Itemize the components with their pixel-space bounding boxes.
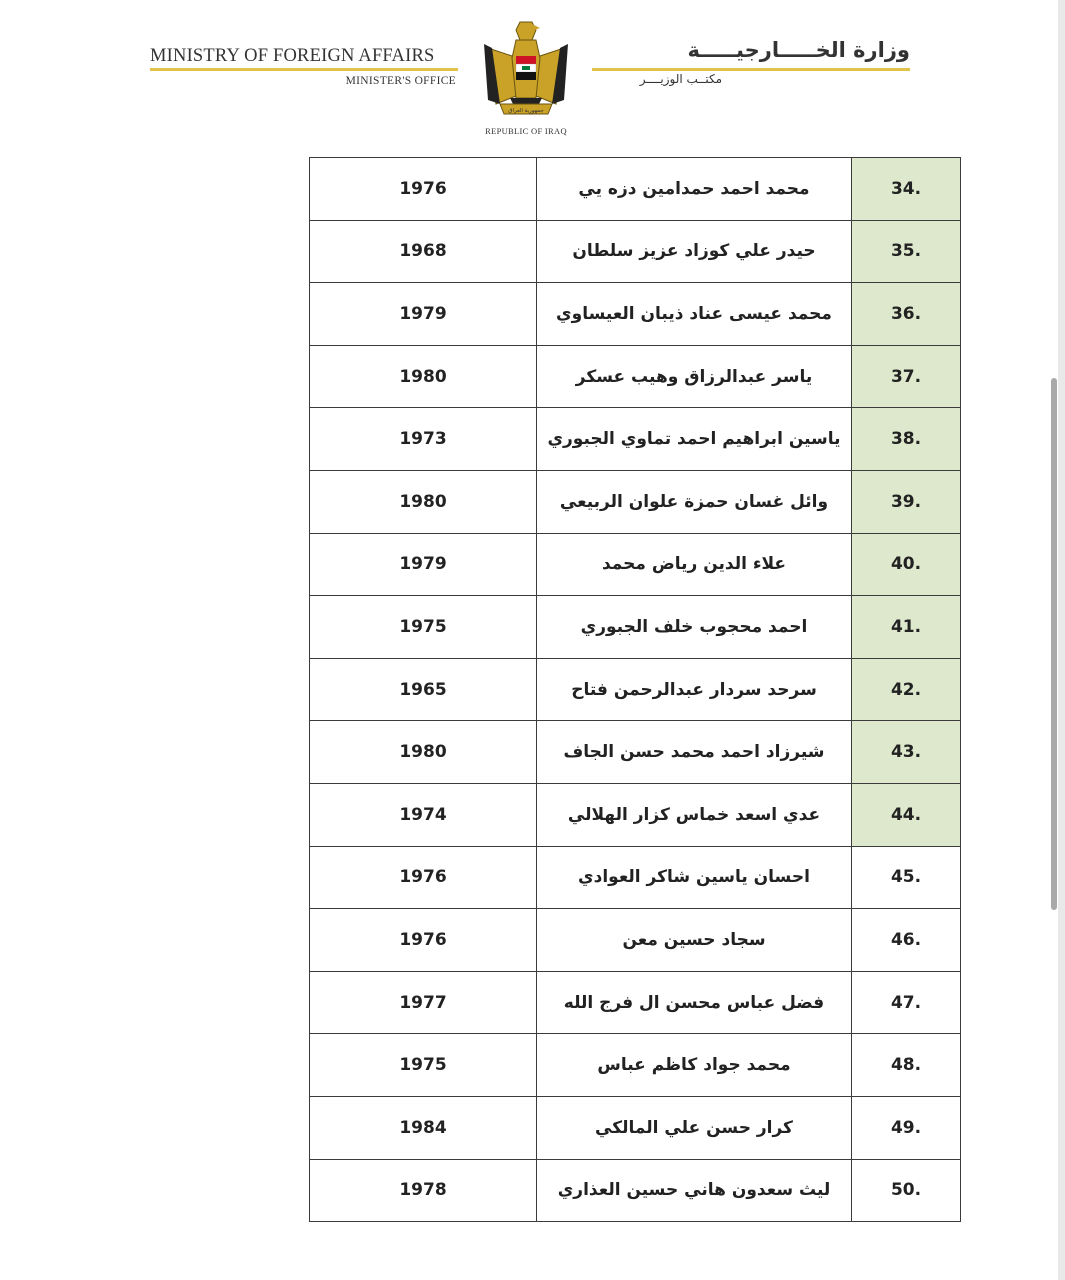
table-row	[310, 408, 961, 471]
row-number-cell: 36.	[852, 283, 961, 346]
row-number-cell: 38.	[852, 408, 961, 471]
birth-year-cell: 1975	[310, 596, 537, 659]
full-name-cell: احمد محجوب خلف الجبوري	[537, 596, 852, 659]
table-row	[310, 971, 961, 1034]
table-row	[310, 846, 961, 909]
birth-year-cell: 1974	[310, 783, 537, 846]
table-row	[310, 909, 961, 972]
full-name-cell: عدي اسعد خماس كزار الهلالي	[537, 783, 852, 846]
full-name-cell: محمد عيسى عناد ذيبان العيساوي	[537, 283, 852, 346]
table-row	[310, 283, 961, 346]
table-row	[310, 345, 961, 408]
scrollbar-track[interactable]	[1058, 0, 1065, 1280]
names-table	[309, 157, 961, 1222]
birth-year-cell: 1979	[310, 283, 537, 346]
table-row	[310, 658, 961, 721]
full-name-cell: وائل غسان حمزة علوان الربيعي	[537, 470, 852, 533]
full-name-cell: احسان ياسين شاكر العوادي	[537, 846, 852, 909]
table-row	[310, 1096, 961, 1159]
birth-year-cell: 1980	[310, 470, 537, 533]
full-name-cell: ياسين ابراهيم احمد تماوي الجبوري	[537, 408, 852, 471]
table-row	[310, 533, 961, 596]
row-number-cell: 43.	[852, 721, 961, 784]
full-name-cell: كرار حسن علي المالكي	[537, 1096, 852, 1159]
full-name-cell: فضل عباس محسن ال فرج الله	[537, 971, 852, 1034]
birth-year-cell: 1979	[310, 533, 537, 596]
full-name-cell: محمد احمد حمدامين دزه يي	[537, 158, 852, 221]
birth-year-cell: 1968	[310, 220, 537, 283]
table-row	[310, 783, 961, 846]
full-name-cell: سجاد حسين معن	[537, 909, 852, 972]
row-number-cell: 50.	[852, 1159, 961, 1222]
table-row	[310, 158, 961, 221]
row-number-cell: 37.	[852, 345, 961, 408]
emblem-scroll-text: جمهورية العراق	[508, 108, 544, 114]
table-row	[310, 1034, 961, 1097]
row-number-cell: 49.	[852, 1096, 961, 1159]
full-name-cell: شيرزاد احمد محمد حسن الجاف	[537, 721, 852, 784]
arabic-ministry-title: وزارة الخـــــارجيـــــة	[687, 38, 910, 62]
republic-of-iraq-caption: REPUBLIC OF IRAQ	[485, 126, 567, 136]
scrollbar-thumb[interactable]	[1051, 378, 1057, 910]
row-number-cell: 34.	[852, 158, 961, 221]
row-number-cell: 40.	[852, 533, 961, 596]
table-row	[310, 721, 961, 784]
gold-divider-right	[592, 68, 910, 71]
birth-year-cell: 1976	[310, 909, 537, 972]
birth-year-cell: 1977	[310, 971, 537, 1034]
english-office-subtitle: MINISTER'S OFFICE	[345, 75, 456, 87]
birth-year-cell: 1980	[310, 721, 537, 784]
birth-year-cell: 1980	[310, 345, 537, 408]
table-row	[310, 596, 961, 659]
row-number-cell: 46.	[852, 909, 961, 972]
birth-year-cell: 1984	[310, 1096, 537, 1159]
full-name-cell: علاء الدين رياض محمد	[537, 533, 852, 596]
row-number-cell: 41.	[852, 596, 961, 659]
birth-year-cell: 1973	[310, 408, 537, 471]
english-ministry-title: MINISTRY OF FOREIGN AFFAIRS	[150, 46, 435, 66]
birth-year-cell: 1976	[310, 846, 537, 909]
arabic-office-subtitle: مكتــب الوزيــــر	[639, 72, 722, 86]
table-row	[310, 220, 961, 283]
iraq-eagle-emblem-icon	[478, 18, 574, 118]
row-number-cell: 39.	[852, 470, 961, 533]
row-number-cell: 48.	[852, 1034, 961, 1097]
full-name-cell: سرحد سردار عبدالرحمن فتاح	[537, 658, 852, 721]
table-row	[310, 470, 961, 533]
full-name-cell: ياسر عبدالرزاق وهيب عسكر	[537, 345, 852, 408]
row-number-cell: 35.	[852, 220, 961, 283]
birth-year-cell: 1976	[310, 158, 537, 221]
row-number-cell: 45.	[852, 846, 961, 909]
row-number-cell: 44.	[852, 783, 961, 846]
row-number-cell: 47.	[852, 971, 961, 1034]
full-name-cell: ليث سعدون هاني حسين العذاري	[537, 1159, 852, 1222]
gold-divider-left	[150, 68, 458, 71]
birth-year-cell: 1965	[310, 658, 537, 721]
row-number-cell: 42.	[852, 658, 961, 721]
full-name-cell: حيدر علي كوزاد عزيز سلطان	[537, 220, 852, 283]
birth-year-cell: 1978	[310, 1159, 537, 1222]
table-row	[310, 1159, 961, 1222]
birth-year-cell: 1975	[310, 1034, 537, 1097]
full-name-cell: محمد جواد كاظم عباس	[537, 1034, 852, 1097]
